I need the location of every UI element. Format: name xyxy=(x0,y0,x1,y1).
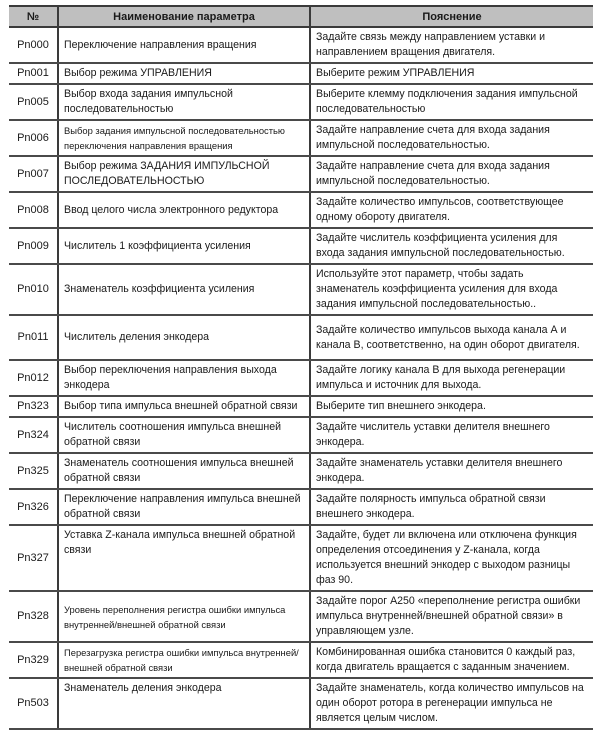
param-name: Числитель соотношения импульса внешней обратной связи xyxy=(58,417,310,453)
param-number: Pn001 xyxy=(9,63,58,84)
param-name: Выбор переключения направления выхода энкодера xyxy=(58,360,310,396)
param-name: Выбор режима ЗАДАНИЯ ИМПУЛЬСНОЙ ПОСЛЕДОВАТЕЛЬНОСТЬЮ xyxy=(58,156,310,192)
header-number: № xyxy=(9,6,58,27)
param-description: Задайте, будет ли включена или отключена функция определения отсоединения у Z-канала, когда используется внешний энкодер с выходом разницы фаз 90. xyxy=(310,525,593,591)
param-description: Задайте направление счета для входа задания импульсной последовательностью. xyxy=(310,156,593,192)
table-row xyxy=(9,27,593,63)
param-name: Выбор задания импульсной последовательностью переключения направления вращения xyxy=(58,120,310,156)
param-number: Pn329 xyxy=(9,642,58,678)
param-name: Уставка Z-канала импульса внешней обратной связи xyxy=(58,525,310,591)
param-number: Pn323 xyxy=(9,396,58,417)
header-row xyxy=(9,6,593,27)
table-row xyxy=(9,591,593,642)
param-name: Переключение направления импульса внешней обратной связи xyxy=(58,489,310,525)
header-parameter-name: Наименование параметра xyxy=(58,6,310,27)
table-row xyxy=(9,642,593,678)
param-description: Задайте связь между направлением уставки и направлением вращения двигателя. xyxy=(310,27,593,63)
param-number: Pn325 xyxy=(9,453,58,489)
param-name: Числитель деления энкодера xyxy=(58,315,310,360)
table-row xyxy=(9,120,593,156)
param-description: Используйте этот параметр, чтобы задать знаменатель коэффициента усиления для входа задания импульсной последовательностью.. xyxy=(310,264,593,315)
table-row xyxy=(9,396,593,417)
param-description: Выберите клемму подключения задания импульсной последовательностью xyxy=(310,84,593,120)
param-name: Выбор входа задания импульсной последовательностью xyxy=(58,84,310,120)
param-number: Pn324 xyxy=(9,417,58,453)
param-description: Задайте числитель коэффициента усиления для входа задания импульсной последовательностью. xyxy=(310,228,593,264)
param-number: Pn009 xyxy=(9,228,58,264)
param-description: Выберите режим УПРАВЛЕНИЯ xyxy=(310,63,593,84)
param-name: Знаменатель коэффициента усиления xyxy=(58,264,310,315)
table-row xyxy=(9,417,593,453)
param-name: Перезагрузка регистра ошибки импульса внутренней/внешней обратной связи xyxy=(58,642,310,678)
param-number: Pn006 xyxy=(9,120,58,156)
param-name: Выбор типа импульса внешней обратной связи xyxy=(58,396,310,417)
table-row xyxy=(9,489,593,525)
param-name: Числитель 1 коэффициента усиления xyxy=(58,228,310,264)
param-description: Задайте полярность импульса обратной связи внешнего энкодера. xyxy=(310,489,593,525)
param-description: Задайте направление счета для входа задания импульсной последовательностью. xyxy=(310,120,593,156)
param-description: Задайте знаменатель уставки делителя внешнего энкодера. xyxy=(310,453,593,489)
param-number: Pn503 xyxy=(9,678,58,729)
param-description: Задайте порог А250 «переполнение регистра ошибки импульса внутренней/внешней обратной связи» в управляющем узле. xyxy=(310,591,593,642)
param-description: Выберите тип внешнего энкодера. xyxy=(310,396,593,417)
table-row xyxy=(9,63,593,84)
param-number: Pn010 xyxy=(9,264,58,315)
table-row xyxy=(9,264,593,315)
param-description: Задайте числитель уставки делителя внешнего энкодера. xyxy=(310,417,593,453)
param-description: Комбинированная ошибка становится 0 каждый раз, когда двигатель вращается с заданным значением. xyxy=(310,642,593,678)
param-number: Pn000 xyxy=(9,27,58,63)
param-number: Pn328 xyxy=(9,591,58,642)
table-row xyxy=(9,678,593,729)
param-description: Задайте количество импульсов выхода канала А и канала В, соответственно, на один оборот двигателя. xyxy=(310,315,593,360)
param-number: Pn011 xyxy=(9,315,58,360)
param-name: Знаменатель деления энкодера xyxy=(58,678,310,729)
parameter-table xyxy=(9,5,593,730)
table-row xyxy=(9,192,593,228)
param-number: Pn012 xyxy=(9,360,58,396)
param-number: Pn008 xyxy=(9,192,58,228)
param-description: Задайте логику канала В для выхода регенерации импульса и источник для выхода. xyxy=(310,360,593,396)
param-number: Pn007 xyxy=(9,156,58,192)
param-number: Pn327 xyxy=(9,525,58,591)
table-row xyxy=(9,84,593,120)
table-row xyxy=(9,315,593,360)
table-row xyxy=(9,525,593,591)
param-number: Pn005 xyxy=(9,84,58,120)
param-name: Переключение направления вращения xyxy=(58,27,310,63)
param-name: Знаменатель соотношения импульса внешней обратной связи xyxy=(58,453,310,489)
table-row xyxy=(9,360,593,396)
header-description: Пояснение xyxy=(310,6,593,27)
table-row xyxy=(9,453,593,489)
table-row xyxy=(9,228,593,264)
param-name: Выбор режима УПРАВЛЕНИЯ xyxy=(58,63,310,84)
param-name: Ввод целого числа электронного редуктора xyxy=(58,192,310,228)
param-number: Pn326 xyxy=(9,489,58,525)
param-description: Задайте знаменатель, когда количество импульсов на один оборот ротора в регенерации импульса не является целым числом. xyxy=(310,678,593,729)
param-name: Уровень переполнения регистра ошибки импульса внутренней/внешней обратной связи xyxy=(58,591,310,642)
table-row xyxy=(9,156,593,192)
param-description: Задайте количество импульсов, соответствующее одному обороту двигателя. xyxy=(310,192,593,228)
